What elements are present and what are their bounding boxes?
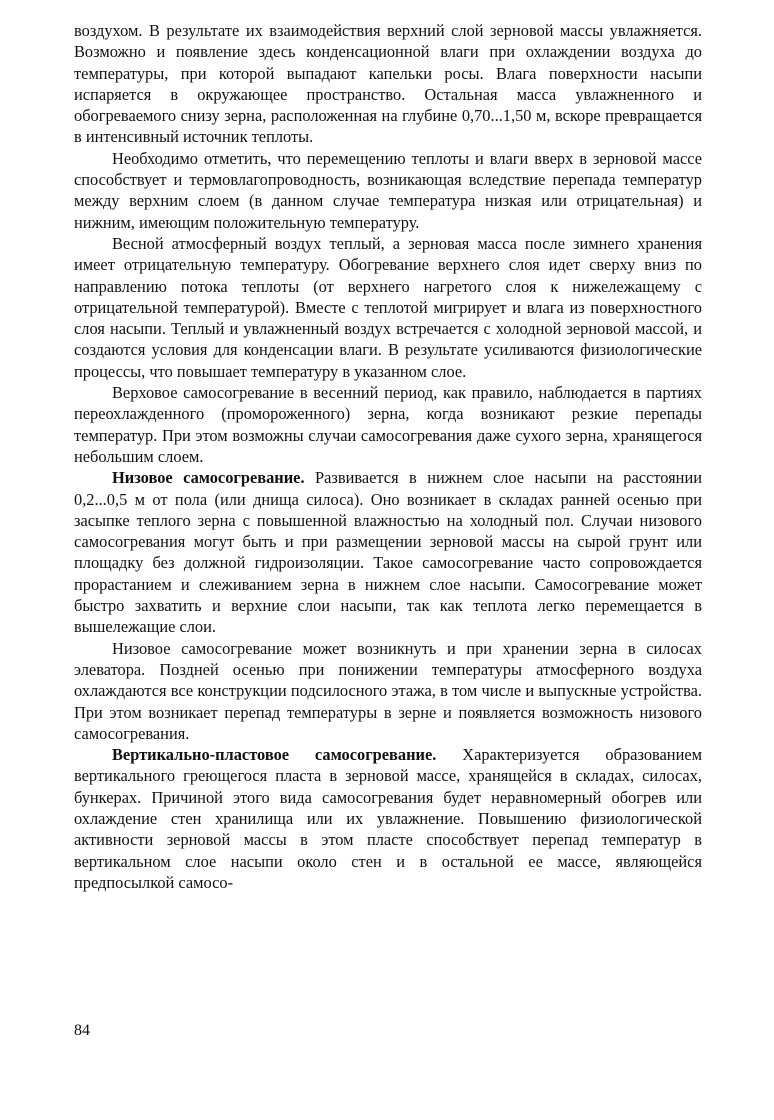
paragraph-6-text: Низовое самосогревание может возникнуть и при хранении зерна в силосах элеватора. Поздней осенью при понижении температуры атмосферного воздуха охлаждаются все конструкции подсилосного этажа, в том числе и выпускные устройства. При этом возникает перепад температуры в зерне и появляется возможность низового самосогревания. bbox=[74, 638, 702, 743]
page-body bbox=[74, 20, 702, 893]
paragraph-2 bbox=[74, 148, 702, 233]
paragraph-7-text: Характеризуется образованием вертикального греющегося пласта в зерновой массе, хранящейся в складах, силосах, бункерах. Причиной этого вида самосогревания будет неравномерный обогрев или охлаждение стен хранилища или их увлажнение. Повышению физиологической активности зерновой массы в этом пласте способствует перепад температур в вертикальном слое насыпи около стен и в остальной ее массе, являющейся предпосылкой самосо- bbox=[74, 745, 703, 892]
paragraph-1 bbox=[74, 20, 702, 148]
paragraph-4 bbox=[74, 382, 702, 467]
paragraph-6 bbox=[74, 638, 702, 744]
paragraph-3 bbox=[74, 233, 702, 382]
paragraph-7 bbox=[74, 744, 702, 893]
page-number: 84 bbox=[74, 1022, 90, 1039]
paragraph-2-text: Необходимо отметить, что перемещению теплоты и влаги вверх в зерновой массе способствует и термовлагопроводность, возникающая вследствие перепада температур между верхним слоем (в данном случае температура низкая или отрицательная) и нижним, имеющим положительную температуру. bbox=[74, 148, 702, 232]
paragraph-5 bbox=[74, 467, 702, 637]
paragraph-4-text: Верховое самосогревание в весенний период, как правило, наблюдается в партиях переохлажденного (промороженного) зерна, когда возникают резкие перепады температур. При этом возможны случаи самосогревания даже сухого зерна, хранящегося небольшим слоем. bbox=[74, 383, 702, 466]
paragraph-7-heading: Вертикально-пластовое самосогревание. bbox=[112, 745, 437, 765]
paragraph-3-text: Весной атмосферный воздух теплый, а зерновая масса после зимнего хранения имеет отрицательную температуру. Обогревание верхнего слоя идет сверху вниз по направлению потока теплоты (от верхнего нагретого слоя к нижележащему с отрицательной температурой). Вместе с теплотой мигрирует и влага из поверхностного слоя насыпи. Теплый и увлажненный воздух встречается с холодной зерновой массой, и создаются условия для конденсации влаги. В результате усиливаются физиологические процессы, что повышает температуру в указанном слое. bbox=[74, 233, 702, 381]
paragraph-1-text: воздухом. В результате их взаимодействия верхний слой зерновой массы увлажняется. Возможно и появление здесь конденсационной влаги при охлаждении воздуха до температуры, при которой выпадают капельки росы. Влага поверхности насыпи испаряется в окружающее пространство. Остальная масса увлажненного и обогреваемого снизу зерна, расположенная на глубине 0,70...1,50 м, вскоре превращается в интенсивный источник теплоты. bbox=[74, 21, 702, 147]
paragraph-5-text: Развивается в нижнем слое насыпи на расстоянии 0,2...0,5 м от пола (или днища силоса). Оно возникает в складах ранней осенью при засыпке теплого зерна с повышенной влажностью на холодный пол. Случаи низового самосогревания могут быть и при размещении зерновой массы на сырой грунт или площадку без должной гидроизоляции. Такое самосогревание часто сопровождается прорастанием и слеживанием зерна в нижнем слое насыпи. Самосогревание может быстро захватить и верхние слои насыпи, так как теплота легко перемещается в вышележащие слои. bbox=[74, 468, 702, 637]
paragraph-5-heading: Низовое самосогревание. bbox=[112, 468, 305, 488]
